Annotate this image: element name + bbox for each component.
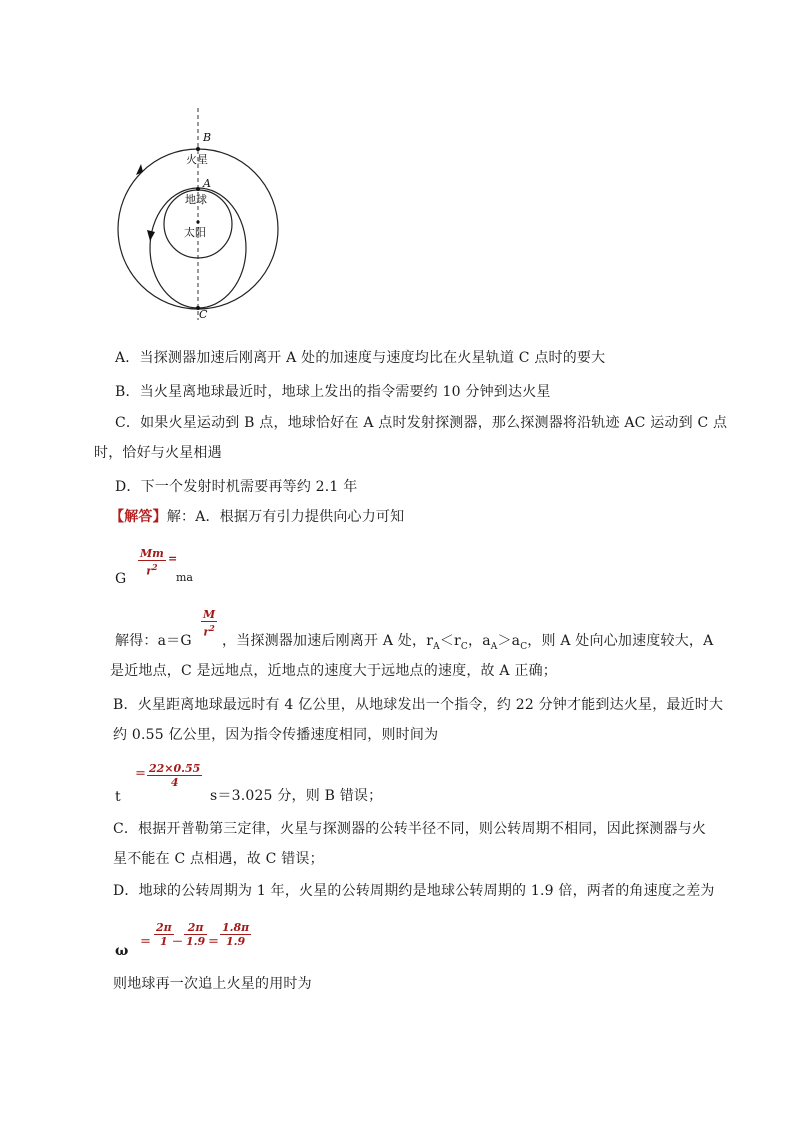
solve-den-exp: 2 — [209, 623, 215, 633]
sub-rA: A — [433, 641, 440, 652]
solution-d-line1: D．地球的公转周期为 1 年，火星的公转周期约是地球公转周期的 1.9 倍，两者的角速度之差为 — [113, 883, 715, 899]
eq-w-f2-num: 2π — [187, 921, 204, 934]
point-sun — [196, 220, 199, 223]
eq-t-symbol: t — [115, 789, 121, 805]
orbit-diagram — [110, 100, 290, 325]
solution-b-line1: B．火星距离地球最远时有 4 亿公里，从地球发出一个指令，约 22 分钟才能到达火星，最近时大 — [113, 697, 724, 713]
solve-fraction — [201, 608, 217, 639]
solution-intro-text: 解：A．根据万有引力提供向心力可知 — [166, 509, 405, 525]
eq1-G: G — [115, 571, 127, 587]
eq1-den-exp: 2 — [152, 562, 158, 572]
eq1-rhs: ma — [176, 571, 193, 584]
solve-text — [222, 631, 713, 657]
comma: ，a — [468, 633, 491, 649]
sub-rC: C — [460, 641, 468, 652]
sub-aA: A — [490, 641, 498, 652]
option-c-line2: 时，恰好与火星相遇 — [94, 445, 222, 461]
option-d: D．下一个发射时机需要再等约 2.1 年 — [115, 479, 358, 495]
eq-w-frac3 — [220, 921, 251, 948]
eq1-fraction — [138, 547, 166, 578]
eq-t-den: 4 — [147, 775, 202, 789]
mars-direction-arrow — [136, 164, 143, 175]
eq1-num: Mm — [140, 547, 164, 560]
solve-prefix: 解得：a＝G — [115, 633, 192, 649]
eq-w-frac2 — [184, 921, 207, 948]
solution-a-line2: 是近地点，C 是远地点，近地点的速度大于远地点的速度，故 A 正确； — [110, 663, 557, 679]
solution-last-line: 则地球再一次追上火星的用时为 — [113, 976, 312, 992]
point-B — [196, 147, 200, 151]
eq-t-num: 22×0.55 — [149, 762, 201, 775]
eq-w-equals1: ＝ — [140, 935, 151, 948]
eq-w-f2-den: 1.9 — [186, 935, 206, 948]
solution-tag: 【解答】 — [110, 509, 167, 525]
solve-den — [201, 621, 217, 639]
label-B: B — [203, 131, 212, 144]
solve-text1: ，当探测器加速后刚离开 A 处，r — [222, 633, 434, 649]
solve-den-base: r — [203, 625, 210, 639]
solve-text2: ，则 A 处向心加速度较大，A — [527, 633, 714, 649]
sub-aC: C — [520, 641, 528, 652]
label-earth: 地球 — [185, 193, 207, 206]
option-c-line1: C．如果火星运动到 B 点，地球恰好在 A 点时发射探测器，那么探测器将沿轨迹 AC 运动到 C 点 — [115, 415, 728, 431]
eq1-den — [138, 560, 166, 578]
solve-num: M — [203, 608, 216, 621]
option-b: B．当火星离地球最近时，地球上发出的指令需要约 10 分钟到达火星 — [115, 384, 551, 400]
eq-w-f3-num: 1.8π — [222, 921, 250, 934]
label-sun: 太阳 — [184, 226, 206, 239]
label-A: A — [203, 177, 211, 190]
solution-c-line2: 星不能在 C 点相遇，故 C 错误； — [113, 851, 324, 867]
gt-sign: ＞a — [497, 633, 521, 649]
solution-intro — [110, 507, 404, 527]
label-C: C — [199, 308, 208, 321]
eq-w-f1-num: 2π — [156, 921, 172, 934]
eq-w-f1-den: 1 — [154, 934, 174, 948]
option-a: A．当探测器加速后刚离开 A 处的加速度与速度均比在火星轨道 C 点时的要大 — [115, 350, 606, 366]
eq-w-frac1 — [154, 921, 174, 948]
eq1-den-base: r — [146, 564, 153, 578]
eq-w-equals2: ＝ — [208, 935, 219, 948]
eq-w-f3-den: 1.9 — [220, 934, 251, 948]
solution-c-line1: C．根据开普勒第三定律，火星与探测器的公转半径不同，则公转周期不相同，因此探测器与火 — [113, 821, 707, 837]
eq-t-fraction — [147, 762, 202, 789]
lt-sign: ＜r — [439, 633, 461, 649]
eq-w-minus: － — [172, 935, 183, 948]
eq-w-symbol: ω — [115, 943, 129, 959]
solution-b-line2: 约 0.55 亿公里，因为指令传播速度相同，则时间为 — [113, 727, 439, 743]
point-A — [196, 187, 200, 191]
eq1-equals: = — [168, 552, 178, 565]
eq-t-equals: ＝ — [135, 767, 146, 780]
label-mars: 火星 — [186, 153, 208, 166]
eq-t-rest: s＝3.025 分，则 B 错误； — [210, 788, 383, 804]
